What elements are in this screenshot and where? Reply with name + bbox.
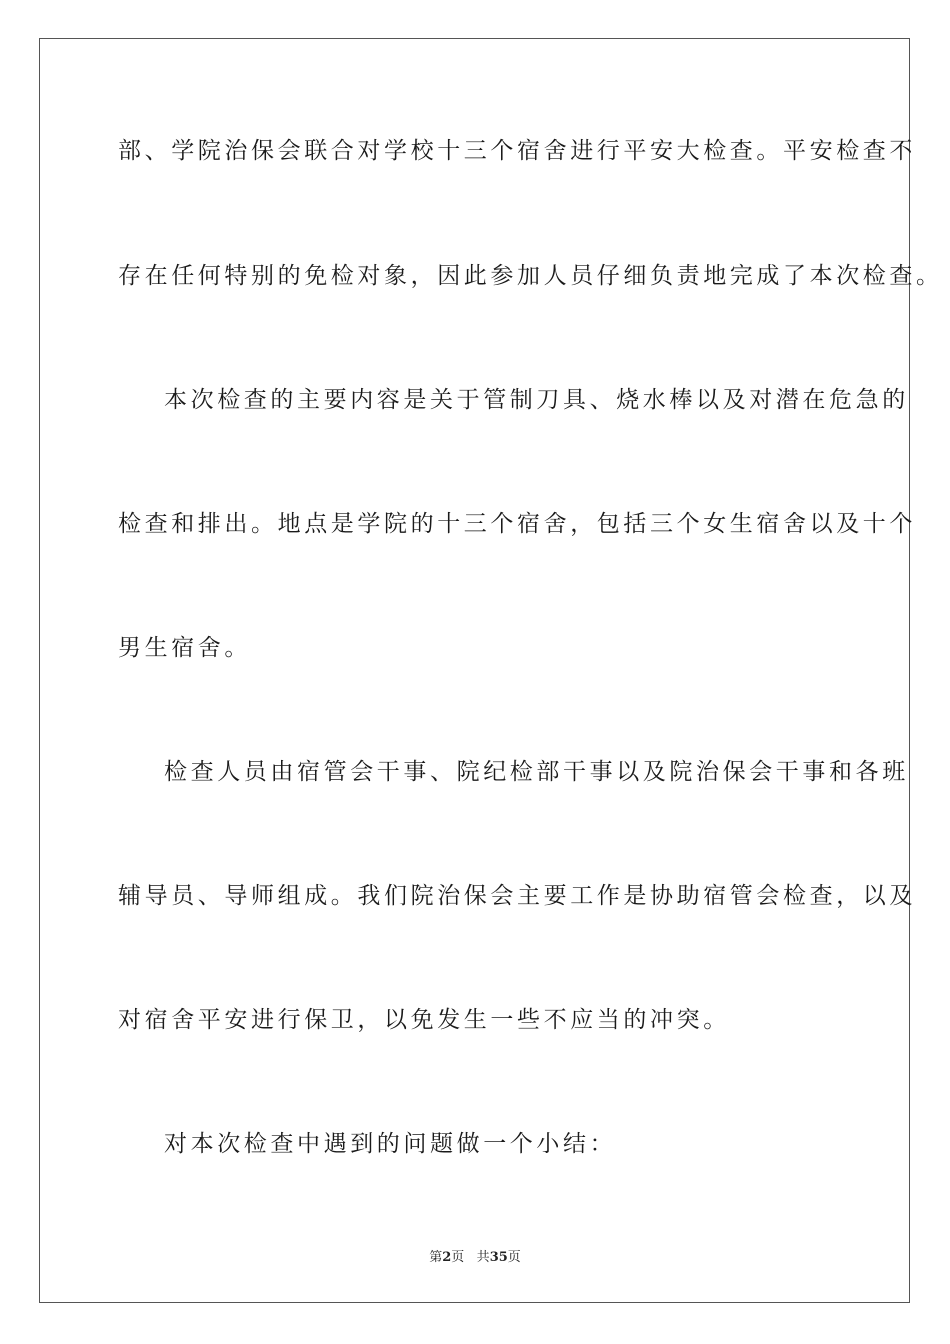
total-pages: 35 [489,1250,508,1265]
page-footer [0,1246,950,1265]
total-prefix: 共 [476,1250,490,1265]
page-number: 2 [442,1250,452,1265]
page-border [39,38,910,1303]
text-line-7: 辅导员、导师组成。我们院治保会主要工作是协助宿管会检查，以及 [118,883,916,909]
text-line-9: 对本次检查中遇到的问题做一个小结： [164,1131,617,1157]
text-line-5: 男生宿舍。 [118,635,251,661]
text-line-4: 检查和排出。地点是学院的十三个宿舍，包括三个女生宿舍以及十个 [118,511,916,537]
text-line-2: 存在任何特别的免检对象，因此参加人员仔细负责地完成了本次检查。 [118,263,943,289]
total-suffix: 页 [507,1250,521,1265]
text-line-1: 部、学院治保会联合对学校十三个宿舍进行平安大检查。平安检查不 [118,138,916,164]
text-line-3: 本次检查的主要内容是关于管制刀具、烧水棒以及对潜在危急的 [164,387,909,413]
text-line-6: 检查人员由宿管会干事、院纪检部干事以及院治保会干事和各班 [164,759,909,785]
page-prefix: 第 [429,1250,443,1265]
text-line-8: 对宿舍平安进行保卫，以免发生一些不应当的冲突。 [118,1007,730,1033]
page-suffix: 页 [451,1250,465,1265]
